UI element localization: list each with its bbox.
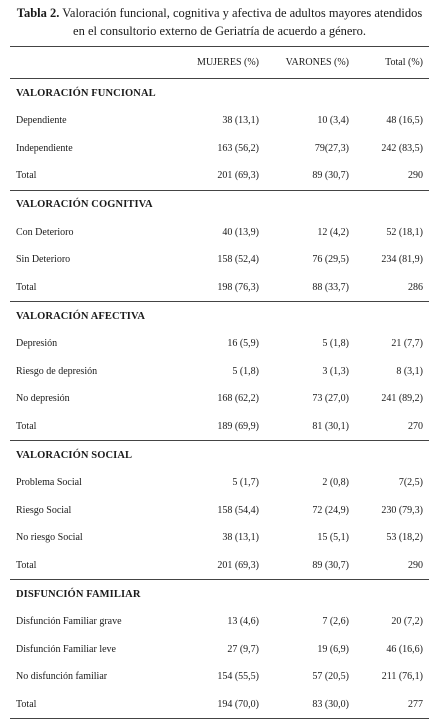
cell-total: 46 (16,6): [386, 643, 423, 655]
cell-varones: 81 (30,1): [265, 413, 355, 441]
cell-varones: 12 (4,2): [317, 226, 349, 238]
table-row: [10, 469, 429, 497]
section-title: DISFUNCIÓN FAMILIAR: [16, 588, 141, 600]
cell-varones: 2 (0,8): [322, 477, 349, 489]
cell-varones: 88 (33,7): [265, 274, 355, 302]
row-label: Con Deterioro: [16, 226, 74, 238]
cell-varones: 15 (5,1): [317, 532, 349, 544]
cell-total: 234 (81,9): [381, 254, 423, 266]
table-row: [10, 636, 429, 664]
section-row: [10, 302, 429, 331]
row-label: Dependiente: [16, 115, 67, 127]
cell-mujeres: 158 (54,4): [217, 504, 259, 516]
header-total: Total (%): [355, 47, 429, 79]
section-title: VALORACIÓN SOCIAL: [16, 449, 133, 461]
caption-text: Valoración funcional, cognitiva y afectiva de adultos mayores atendidos en el consultorio externo de Geriatría de acuerdo a género.: [59, 6, 423, 38]
row-label: No depresión: [16, 393, 70, 405]
cell-mujeres: 201 (69,3): [173, 552, 265, 580]
cell-varones: 3 (1,3): [322, 365, 349, 377]
row-label: Total: [10, 274, 173, 302]
section-row: [10, 580, 429, 609]
row-label: Sin Deterioro: [16, 254, 71, 266]
cell-mujeres: 5 (1,7): [232, 477, 259, 489]
cell-mujeres: 13 (4,6): [227, 616, 259, 628]
cell-total: 7(2,5): [398, 477, 423, 489]
cell-total: 290: [355, 162, 429, 190]
cell-total: 230 (79,3): [381, 504, 423, 516]
table-row: [10, 524, 429, 552]
header-varones: VARONES (%): [265, 47, 355, 79]
row-label: Total: [10, 413, 173, 441]
cell-varones: 72 (24,9): [312, 504, 349, 516]
table-row: [10, 497, 429, 525]
cell-varones: 5 (1,8): [322, 338, 349, 350]
section-title: VALORACIÓN FUNCIONAL: [16, 87, 156, 99]
row-label: Problema Social: [16, 477, 82, 489]
cell-mujeres: 189 (69,9): [173, 413, 265, 441]
cell-total: 270: [355, 413, 429, 441]
cell-mujeres: 154 (55,5): [217, 671, 259, 683]
table-row: [10, 107, 429, 135]
header-mujeres: MUJERES (%): [173, 47, 265, 79]
total-row: [10, 162, 429, 190]
cell-total: 290: [355, 552, 429, 580]
cell-total: 241 (89,2): [381, 393, 423, 405]
table-row: [10, 219, 429, 247]
cell-mujeres: 27 (9,7): [227, 643, 259, 655]
total-row: [10, 691, 429, 719]
cell-varones: 10 (3,4): [317, 115, 349, 127]
cell-mujeres: 201 (69,3): [173, 162, 265, 190]
row-label: Total: [10, 691, 173, 719]
total-row: [10, 552, 429, 580]
table-body: [10, 79, 429, 719]
cell-varones: 73 (27,0): [312, 393, 349, 405]
row-label: Total: [10, 552, 173, 580]
cell-varones: 7 (2,6): [322, 616, 349, 628]
section-title: VALORACIÓN COGNITIVA: [16, 199, 153, 210]
table-row: [10, 385, 429, 413]
table-row: [10, 663, 429, 691]
row-label: No disfunción familiar: [16, 671, 108, 683]
caption-label: Tabla 2.: [16, 6, 60, 20]
cell-varones: 57 (20,5): [312, 671, 349, 683]
section-row: [10, 441, 429, 470]
section-row: [10, 79, 429, 108]
cell-total: 52 (18,1): [386, 226, 423, 238]
table-row: [10, 246, 429, 274]
section-row: [10, 190, 429, 219]
cell-varones: 76 (29,5): [312, 254, 349, 266]
cell-mujeres: 16 (5,9): [227, 338, 259, 350]
cell-mujeres: 198 (76,3): [173, 274, 265, 302]
total-row: [10, 413, 429, 441]
cell-mujeres: 168 (62,2): [217, 393, 259, 405]
row-label: Total: [10, 162, 173, 190]
cell-varones: 83 (30,0): [265, 691, 355, 719]
total-row: [10, 274, 429, 302]
cell-mujeres: 163 (56,2): [217, 142, 259, 154]
cell-total: 20 (7,2): [391, 616, 423, 628]
cell-total: 211 (76,1): [381, 671, 423, 683]
row-label: Depresión: [16, 338, 58, 350]
table-row: [10, 358, 429, 386]
cell-total: 242 (83,5): [381, 142, 423, 154]
cell-mujeres: 38 (13,1): [222, 115, 259, 127]
cell-mujeres: 40 (13,9): [222, 226, 259, 238]
cell-total: 277: [355, 691, 429, 719]
row-label: Independiente: [16, 142, 73, 154]
cell-varones: 79(27,3): [314, 142, 349, 154]
table-row: [10, 330, 429, 358]
row-label: Riesgo de depresión: [16, 365, 98, 377]
table-row: [10, 608, 429, 636]
cell-total: 48 (16,5): [386, 115, 423, 127]
row-label: Disfunción Familiar grave: [16, 616, 122, 628]
cell-total: 286: [355, 274, 429, 302]
data-table: [10, 46, 429, 719]
cell-total: 8 (3,1): [396, 365, 423, 377]
header-category: [10, 47, 173, 79]
header-row: [10, 47, 429, 79]
cell-mujeres: 38 (13,1): [222, 532, 259, 544]
cell-total: 21 (7,7): [391, 338, 423, 350]
row-label: Disfunción Familiar leve: [16, 643, 116, 655]
cell-varones: 19 (6,9): [317, 643, 349, 655]
cell-varones: 89 (30,7): [265, 162, 355, 190]
section-title: VALORACIÓN AFECTIVA: [16, 310, 145, 322]
cell-mujeres: 5 (1,8): [232, 365, 259, 377]
table-row: [10, 135, 429, 163]
cell-mujeres: 194 (70,0): [173, 691, 265, 719]
cell-total: 53 (18,2): [386, 532, 423, 544]
cell-varones: 89 (30,7): [265, 552, 355, 580]
row-label: No riesgo Social: [16, 532, 83, 544]
cell-mujeres: 158 (52,4): [217, 254, 259, 266]
table-caption: [10, 4, 429, 40]
row-label: Riesgo Social: [16, 504, 72, 516]
